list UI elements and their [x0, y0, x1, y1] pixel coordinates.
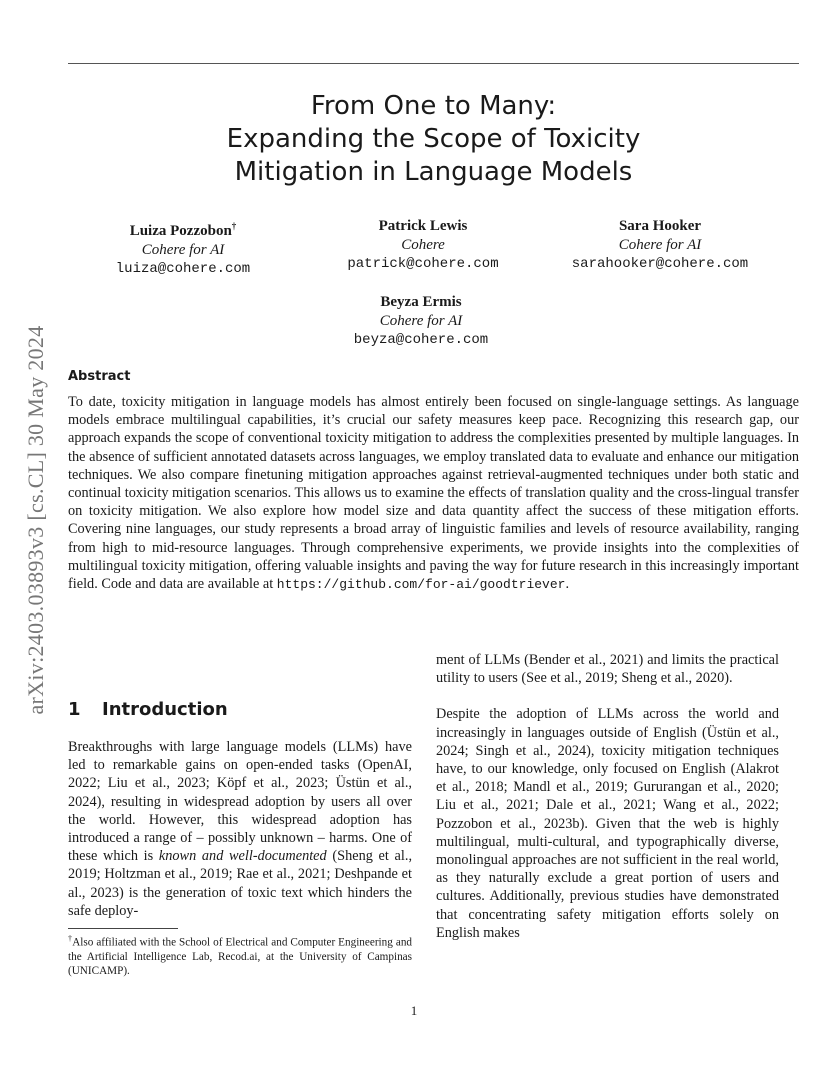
author-affiliation: Cohere for AI: [618, 237, 702, 253]
author-block: [318, 217, 528, 274]
section-title: Introduction: [102, 699, 228, 720]
code-link[interactable]: https://github.com/for-ai/goodtriever: [276, 577, 566, 593]
author-name: Luiza Pozzobon: [129, 223, 232, 239]
paragraph-text: (Sheng et al., 2019; Holtzman et al., 2019; Rae et al., 2021; Deshpande et al., 2023) is the generation of toxic text which hinders the safe deploy-: [68, 848, 413, 919]
author-affiliation: Cohere for AI: [141, 242, 225, 258]
author-name: Patrick Lewis: [378, 218, 468, 234]
paragraph: ment of LLMs (Bender et al., 2021) and limits the practical utility to users (See et al., 2019; Sheng et al., 2020).: [436, 652, 779, 687]
author-footnote-mark: †: [231, 221, 237, 231]
paragraph-text: Breakthroughs with large language models (LLMs) have led to remarkable gains on open-ended tasks (OpenAI, 2022; Liu et al., 2023; Köpf et al., 2023; Üstün et al., 2024), resulting in widespread adoption by users all over the world. However, this widespread adoption has introduced a range of – possibly unknown – harms. One of these which is: [68, 739, 412, 865]
section-number: 1: [68, 699, 81, 720]
title-line: From One to Many:: [310, 91, 557, 121]
page-number: 1: [410, 1003, 418, 1018]
author-affiliation: Cohere for AI: [379, 313, 463, 329]
left-column-text: [68, 738, 412, 920]
title-line: Mitigation in Language Models: [234, 157, 633, 187]
paper-title: [68, 90, 799, 189]
author-name: Sara Hooker: [618, 218, 702, 234]
author-name: Beyza Ermis: [380, 294, 462, 310]
author-block: [321, 293, 521, 350]
abstract-body: [68, 393, 799, 594]
right-column-text: [436, 651, 779, 942]
abstract-heading: Abstract: [68, 369, 131, 384]
author-email: beyza@cohere.com: [353, 332, 489, 348]
footnote-text: Also affiliated with the School of Electrical and Computer Engineering and the Artificial Intelligence Lab, Recod.ai, at the University of Campinas (UNICAMP).: [68, 936, 413, 977]
author-email: luiza@cohere.com: [115, 261, 251, 277]
section-heading: [68, 699, 228, 720]
author-email: sarahooker@cohere.com: [571, 256, 749, 272]
paragraph: Despite the adoption of LLMs across the world and increasingly in languages outside of English (Üstün et al., 2024; Singh et al., 2024), toxicity mitigation techniques have, to our knowledge, only focused on English (Alakrot et al., 2018; Mandl et al., 2019; Gururangan et al., 2020; Liu et al., 2021; Dale et al., 2021; Wang et al., 2022; Pozzobon et al., 2023b). Given that the web is highly multilingual, multi-cultural, and typographically diverse, monolingual approaches are not sufficient in the real world, as they naturally exclude a great portion of users and cultures. Additionally, previous studies have demonstrated that concentrating safety mitigation efforts solely on English makes: [436, 706, 779, 941]
author-block: [88, 217, 278, 279]
arxiv-identifier: arXiv:2403.03893v3 [cs.CL] 30 May 2024: [23, 325, 48, 715]
author-affiliation: Cohere: [401, 237, 445, 253]
top-rule: [68, 63, 799, 64]
emphasis-text: known and well-documented: [158, 848, 327, 865]
footnote-rule: [68, 928, 178, 929]
author-block: [560, 217, 760, 274]
abstract-text: To date, toxicity mitigation in language models has almost entirely been focused on single-language settings. As language models embrace multilingual capabilities, it’s crucial our safety measures keep pace. Recognizing this research gap, our approach expands the scope of conventional toxicity mitigation to address the complexities presented by multiple languages. In the absence of sufficient annotated datasets across languages, we employ translated data to evaluate and enhance our mitigation techniques. We also compare finetuning mitigation approaches against retrieval-augmented techniques under both static and continual toxicity mitigation scenarios. This allows us to examine the effects of translation quality and the cross-lingual transfer on toxicity mitigation. We also explore how model size and data quantity affect the success of these mitigation efforts. Covering nine languages, our study represents a broad array of linguistic families and levels of resource availability, ranging from high to mid-resource languages. Through comprehensive experiments, we provide insights into the complexities of multilingual toxicity mitigation, offering valuable insights and paving the way for future research in this increasingly important field. Code and data are available at: [68, 394, 799, 593]
title-line: Expanding the Scope of Toxicity: [226, 124, 641, 154]
footnote-mark: †: [68, 934, 73, 943]
footnote: [68, 932, 412, 978]
abstract-end: .: [565, 576, 570, 593]
author-email: patrick@cohere.com: [347, 256, 499, 272]
